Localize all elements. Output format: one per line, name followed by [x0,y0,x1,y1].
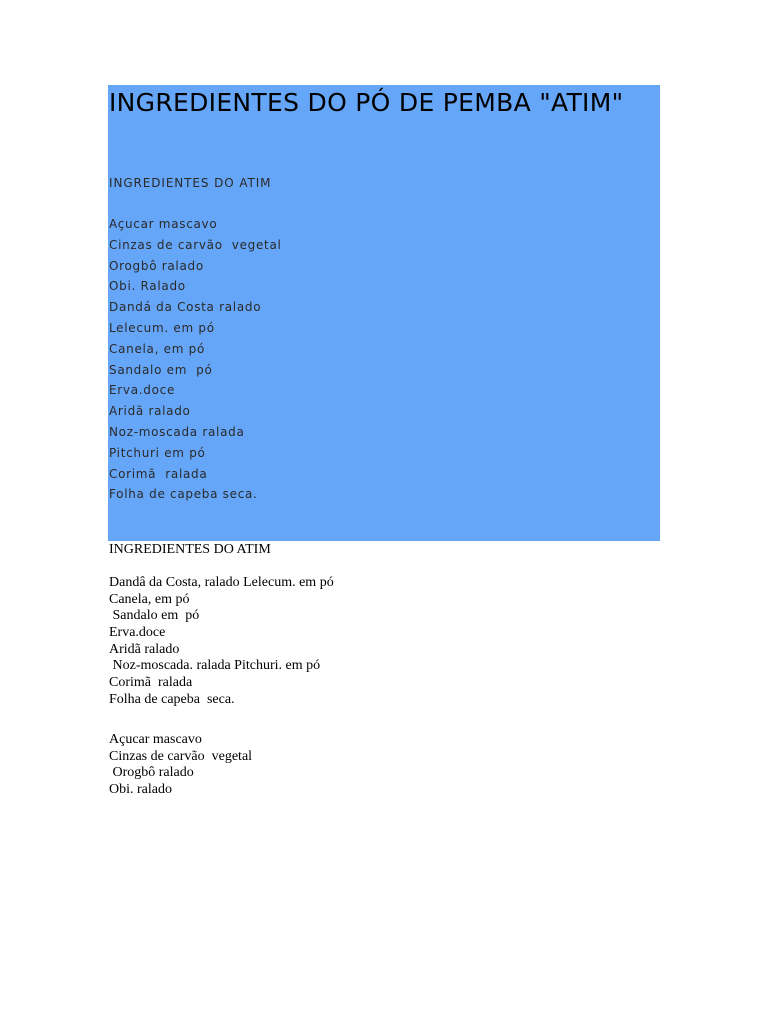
list-item: Erva.doce [109,625,166,641]
list-item: Aridã ralado [109,404,191,419]
list-item: Sandalo em pó [109,362,213,377]
list-item: Noz-moscada ralada [109,424,245,439]
plain-ingredient-list-2 [109,732,252,799]
list-item: Lelecum. em pó [109,320,215,335]
list-item: Corimã ralada [109,466,208,481]
list-item: Dandâ da Costa, ralado Lelecum. em pó [109,575,334,590]
list-item: Folha de capeba seca. [109,691,235,707]
list-item: Corimã ralada [109,675,193,691]
box-ingredient-list [109,214,282,505]
list-item: Sandalo em pó [109,608,200,624]
list-item: Obi. Ralado [109,279,186,294]
list-item: Obi. ralado [109,782,172,798]
list-item: Orogbô ralado [109,258,204,273]
list-item: Açucar mascavo [109,732,202,747]
list-item: Orogbô ralado [109,765,194,781]
list-item: Dandá da Costa ralado [109,300,262,315]
plain-heading: INGREDIENTES DO ATIM [109,542,271,557]
list-item: Cinzas de carvão vegetal [109,748,253,764]
box-subtitle: INGREDIENTES DO ATIM [109,176,272,190]
list-item: Aridã ralado [109,641,180,657]
list-item: Canela, em pó [109,341,205,356]
list-item: Pitchuri em pó [109,445,206,460]
list-item: Folha de capeba seca. [109,487,258,502]
list-item: Noz-moscada. ralada Pitchuri. em pó [109,658,321,674]
list-item: Canela, em pó [109,591,190,607]
list-item: Açucar mascavo [109,217,218,231]
plain-ingredient-list-1 [109,575,334,709]
list-item: Cinzas de carvão vegetal [109,237,282,252]
document-title: INGREDIENTES DO PÓ DE PEMBA "ATIM" [109,88,624,117]
list-item: Erva.doce [109,383,176,398]
